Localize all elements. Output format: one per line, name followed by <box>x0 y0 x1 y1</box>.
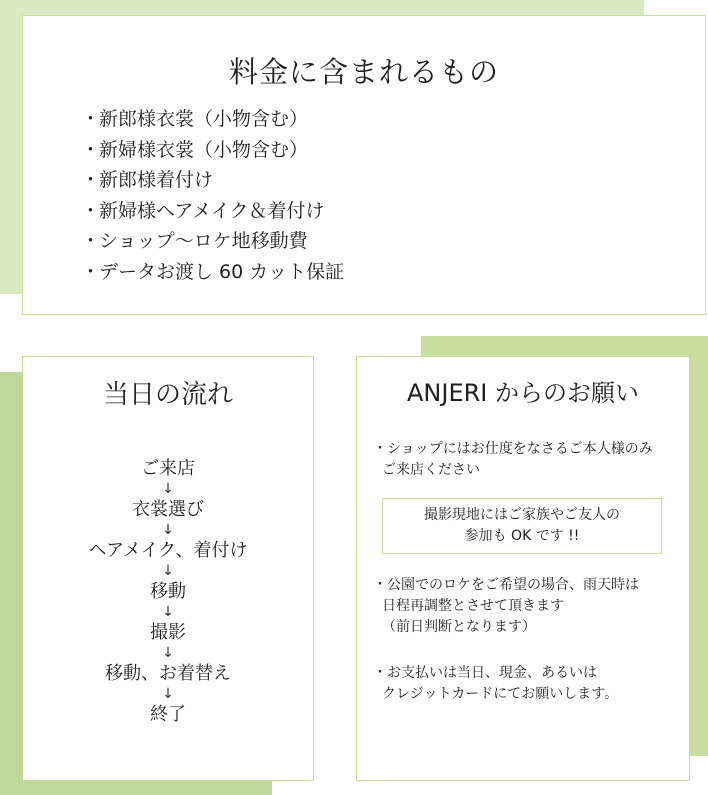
flow-step: 移動 <box>150 581 186 602</box>
request-text: ・お支払いは当日、現金、あるいは <box>373 665 597 681</box>
list-item <box>81 135 344 166</box>
flow-step: 終了 <box>150 704 186 725</box>
list-item <box>81 104 344 135</box>
request-text: ご来店ください <box>382 462 480 478</box>
note-text: 参加も OK です !! <box>464 528 580 544</box>
down-arrow-icon: ↓ <box>162 563 174 579</box>
request-text: ・公園でのロケをご希望の場合、雨天時は <box>373 577 639 593</box>
included-item-text: データお渡し 60 カット保証 <box>99 260 345 283</box>
flow-step: ヘアメイク、着付け <box>88 540 248 561</box>
flow-steps <box>23 457 313 727</box>
bullet-icon: ・ <box>81 260 101 283</box>
list-item <box>81 165 344 196</box>
request-item <box>373 663 618 705</box>
request-text: ・ショップにはお仕度をなさるご本人様のみ <box>373 441 653 457</box>
note-text: 撮影現地にはご家族やご友人の <box>424 507 620 523</box>
requests-card <box>356 356 690 781</box>
down-arrow-icon: ↓ <box>162 522 174 538</box>
request-text: クレジットカードにてお願いします。 <box>382 686 619 702</box>
flow-title: 当日の流れ <box>102 380 233 410</box>
flow-step: ご来店 <box>141 458 195 479</box>
bullet-icon: ・ <box>81 169 101 191</box>
included-item-text: 新郎様衣裳（小物含む） <box>99 108 309 130</box>
flow-step: 移動、お着替え <box>105 663 231 684</box>
flow-card <box>22 356 314 781</box>
bullet-icon: ・ <box>81 138 101 161</box>
included-item-text: 新婦様衣裳（小物含む） <box>99 138 309 161</box>
included-item-text: 新郎様着付け <box>99 169 214 191</box>
flow-step: 衣裳選び <box>132 499 204 520</box>
list-item <box>81 257 344 288</box>
requests-title: ANJERI からのお願い <box>407 379 639 407</box>
down-arrow-icon: ↓ <box>162 686 174 702</box>
included-item-text: ショップ～ロケ地移動費 <box>99 230 308 252</box>
included-item-text: 新婦様ヘアメイク＆着付け <box>99 199 325 222</box>
list-item <box>81 226 344 257</box>
request-text: 日程再調整とさせて頂きます <box>382 598 564 614</box>
bullet-icon: ・ <box>81 230 101 252</box>
request-item <box>373 439 653 481</box>
down-arrow-icon: ↓ <box>162 604 174 620</box>
request-item <box>373 575 639 638</box>
bullet-icon: ・ <box>81 108 101 130</box>
down-arrow-icon: ↓ <box>162 645 174 661</box>
flow-step: 撮影 <box>150 622 186 643</box>
list-item <box>81 196 344 227</box>
bullet-icon: ・ <box>81 199 101 222</box>
note-box <box>382 498 662 554</box>
request-text: （前日判断となります） <box>382 619 536 635</box>
down-arrow-icon: ↓ <box>162 481 174 497</box>
included-list <box>81 104 344 287</box>
included-title: 料金に含まれるもの <box>228 55 499 89</box>
included-card <box>22 15 706 315</box>
